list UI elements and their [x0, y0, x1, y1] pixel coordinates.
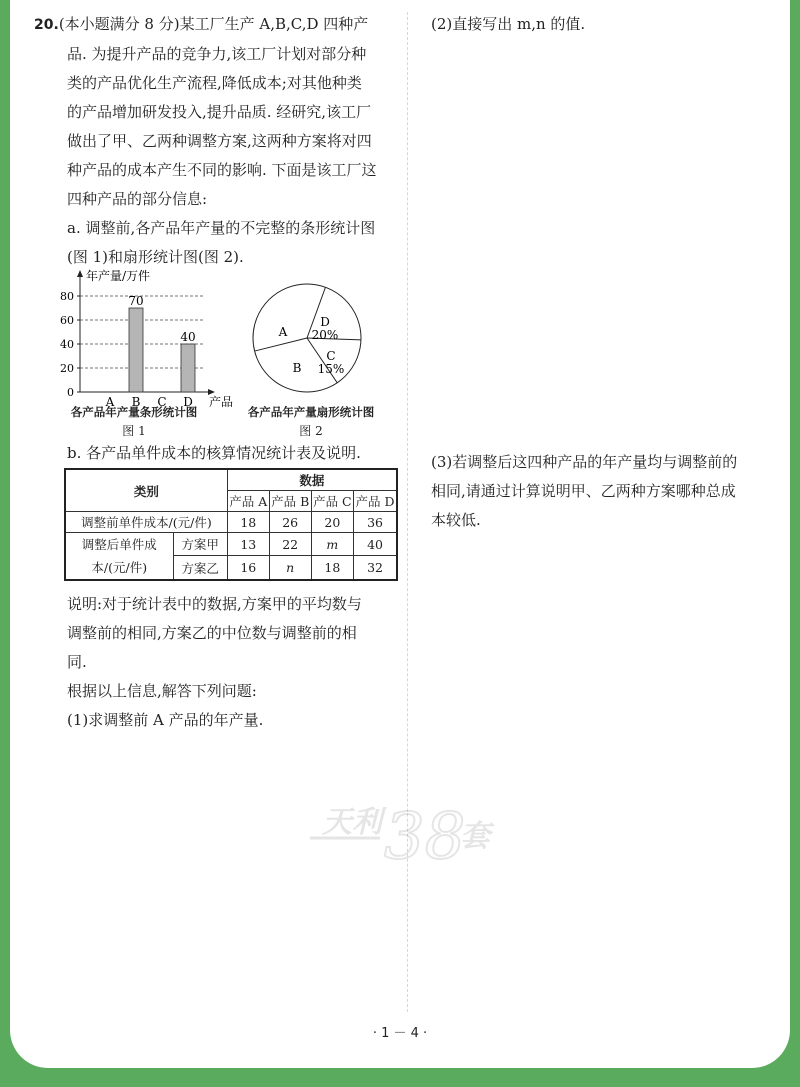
part-b-line: b. 各产品单件成本的核算情况统计表及说明.: [67, 444, 361, 462]
x-tick-label: D: [183, 395, 193, 409]
right-column: [431, 10, 776, 529]
table-cell: 18: [227, 512, 269, 533]
explanation-line: 调整前的相同,方案乙的中位数与调整前的相: [67, 624, 357, 642]
row-after-label-2: 本/(元/件): [91, 560, 148, 575]
row-after-label: [65, 533, 173, 581]
x-tick-label: B: [131, 395, 141, 409]
table-cell: 32: [354, 556, 397, 580]
table-cell-variable-m: m: [311, 533, 353, 556]
row-before-label: 调整前单件成本/(元/件): [65, 512, 227, 533]
bar-data-label: 40: [180, 330, 196, 344]
bar-chart: [54, 258, 234, 409]
table-cell: 13: [227, 533, 269, 556]
figures: [54, 258, 404, 453]
table-cell: 26: [269, 512, 311, 533]
bar-data-label: 70: [128, 294, 144, 308]
page-number: · 1 － 4 ·: [372, 1026, 428, 1041]
question-3-line: 相同,请通过计算说明甲、乙两种方案哪种总成: [431, 482, 736, 500]
y-tick-label: 0: [67, 386, 74, 399]
part-a-line: a. 调整前,各产品年产量的不完整的条形统计图: [67, 219, 376, 237]
table-cell: 40: [354, 533, 397, 556]
table-cell: 20: [311, 512, 353, 533]
table-cell-variable-n: n: [269, 556, 311, 580]
y-axis-arrow: [77, 270, 83, 277]
question-body: [34, 40, 404, 272]
x-tick-label: C: [157, 395, 167, 409]
y-tick-label: 80: [60, 290, 74, 303]
pie-label-B: B: [292, 361, 302, 375]
x-axis-label: 产品: [209, 395, 234, 409]
left-column: [34, 10, 404, 729]
column-header: 产品 C: [311, 491, 353, 512]
question-2: (2)直接写出 m,n 的值.: [431, 15, 586, 33]
watermark-text-3: 套: [460, 819, 490, 854]
bar-D: [181, 344, 195, 392]
part-a-line: (图 1)和扇形统计图(图 2).: [67, 248, 244, 266]
pie-chart-title: 各产品年产量扇形统计图: [247, 405, 375, 419]
explanation-line: 说明:对于统计表中的数据,方案甲的平均数与: [67, 595, 362, 613]
table-cell: 22: [269, 533, 311, 556]
question-3-line: 本较低.: [431, 511, 481, 529]
bar-chart-title: 各产品年产量条形统计图: [70, 405, 198, 419]
pie-chart-subtitle: 图 2: [299, 424, 323, 438]
column-header: 产品 D: [354, 491, 397, 512]
x-tick-label: A: [105, 395, 115, 409]
prompt-line: 根据以上信息,解答下列问题:: [67, 682, 257, 700]
pie-label-A: A: [278, 325, 288, 339]
column-header: 产品 A: [227, 491, 269, 512]
watermark-logo: [310, 790, 510, 880]
question-line: 种产品的成本产生不同的影响. 下面是该工厂这: [67, 161, 377, 179]
y-tick-label: 60: [60, 314, 74, 327]
question-intro: [34, 10, 404, 40]
cost-table: [64, 468, 398, 581]
question-line: 做出了甲、乙两种调整方案,这两种方案将对四: [67, 132, 372, 150]
pie-value-label: 15%: [317, 362, 345, 376]
explanation: [34, 590, 362, 735]
exam-page: [10, 0, 790, 1068]
question-3: [431, 448, 776, 535]
bar-B: [129, 308, 143, 392]
row-after-label-1: 调整后单件成: [81, 537, 157, 552]
pie-chart: [247, 278, 367, 398]
question-line: 的产品增加研发投入,提升品质. 经研究,该工厂: [67, 103, 372, 121]
pie-value-label: 20%: [311, 328, 339, 342]
explanation-line: 同.: [67, 653, 87, 671]
pie-label-C: C: [326, 349, 336, 363]
plan-b-label: 方案乙: [173, 556, 227, 580]
question-3-line: (3)若调整后这四种产品的年产量均与调整前的: [431, 453, 738, 471]
bar-chart-subtitle: 图 1: [122, 424, 146, 438]
watermark-text-2: 38: [384, 800, 466, 874]
watermark-text-1: 天利: [322, 805, 382, 840]
question-number: 20.: [34, 17, 59, 33]
table-cell: 16: [227, 556, 269, 580]
plan-a-label: 方案甲: [173, 533, 227, 556]
y-tick-label: 40: [60, 338, 74, 351]
question-line: 四种产品的部分信息:: [67, 190, 208, 208]
table-cell: 36: [354, 512, 397, 533]
y-tick-label: 20: [60, 362, 74, 375]
question-line: 品. 为提升产品的竞争力,该工厂计划对部分种: [67, 45, 367, 63]
question-line: 类的产品优化生产流程,降低成本;对其他种类: [67, 74, 362, 92]
pie-label-D: D: [320, 315, 330, 329]
y-axis-label: 年产量/万件: [86, 269, 151, 283]
column-header: 产品 B: [269, 491, 311, 512]
question-1: (1)求调整前 A 产品的年产量.: [67, 711, 264, 729]
table-cell: 18: [311, 556, 353, 580]
cost-table-wrapper: [64, 468, 398, 581]
question-intro-text: (本小题满分 8 分)某工厂生产 A,B,C,D 四种产: [58, 15, 369, 33]
header-category: 类别: [65, 469, 227, 512]
header-data: 数据: [227, 469, 397, 491]
part-b: [34, 439, 361, 468]
